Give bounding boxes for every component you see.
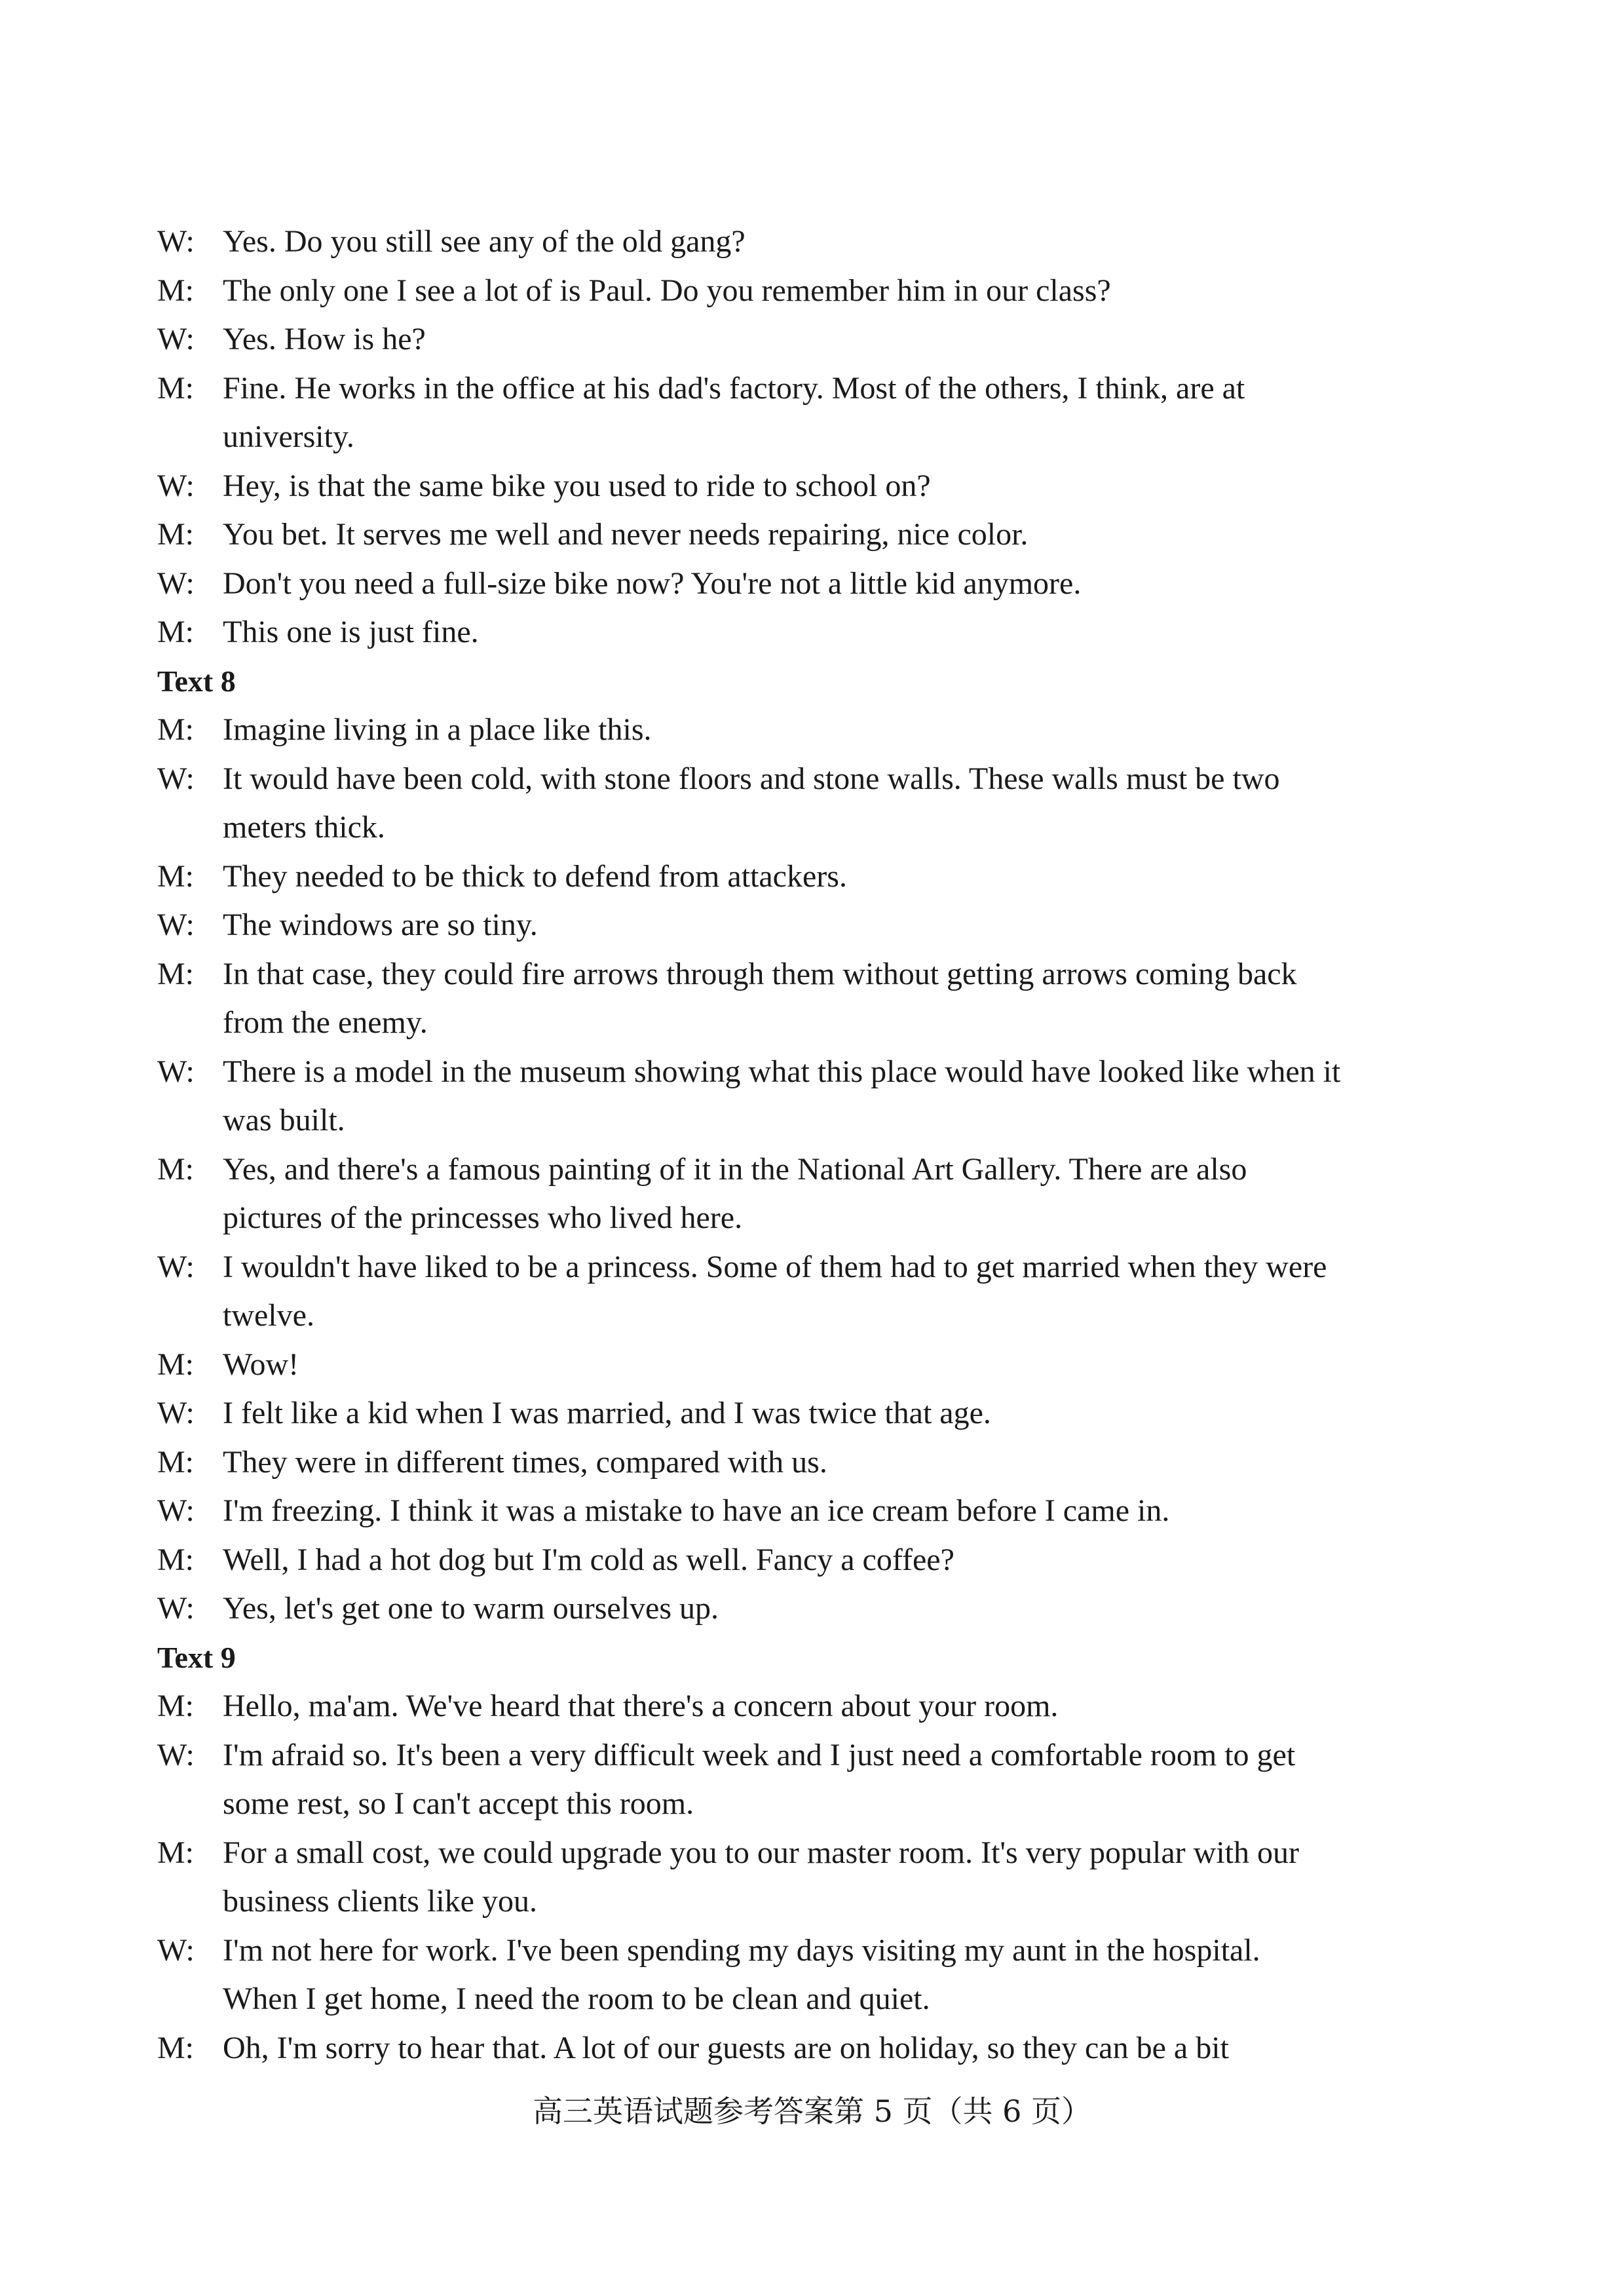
speaker-label: M:	[157, 712, 195, 747]
page-footer: 高三英语试题参考答案第 5 页（共 6 页）	[532, 2094, 1092, 2129]
speaker-label: M:	[157, 1835, 195, 1870]
dialogue-line	[157, 1829, 1466, 1878]
dialogue-line-continuation	[157, 1194, 1466, 1243]
dialogue-text: It would have been cold, with stone floors and stone walls. These walls must be two	[223, 761, 1280, 796]
dialogue-line	[157, 2024, 1466, 2073]
dialogue-line	[157, 1243, 1466, 1292]
dialogue-text: Well, I had a hot dog but I'm cold as well. Fancy a coffee?	[223, 1542, 954, 1577]
dialogue-text: from the enemy.	[223, 1005, 428, 1040]
dialogue-line	[157, 1682, 1466, 1731]
dialogue-text: I'm afraid so. It's been a very difficult week and I just need a comfortable room to get	[223, 1737, 1296, 1772]
dialogue-text: Hey, is that the same bike you used to ride to school on?	[223, 468, 931, 503]
dialogue-line-continuation	[157, 1780, 1466, 1829]
dialogue-line	[157, 1487, 1466, 1536]
dialogue-text: The only one I see a lot of is Paul. Do you remember him in our class?	[223, 273, 1111, 308]
speaker-label: W:	[157, 224, 195, 259]
dialogue-text: business clients like you.	[223, 1884, 537, 1919]
speaker-label: M:	[157, 1689, 195, 1723]
dialogue-text: They needed to be thick to defend from attackers.	[223, 858, 847, 894]
speaker-label: M:	[157, 615, 195, 649]
dialogue-line	[157, 755, 1466, 804]
dialogue-text: Imagine living in a place like this.	[223, 712, 652, 747]
dialogue-text: Fine. He works in the office at his dad's factory. Most of the others, I think, are at	[223, 370, 1245, 406]
dialogue-text: Yes. How is he?	[223, 322, 426, 356]
dialogue-line	[157, 901, 1466, 950]
dialogue-text: Don't you need a full-size bike now? You're not a little kid anymore.	[223, 565, 1082, 601]
dialogue-text: Hello, ma'am. We've heard that there's a concern about your room.	[223, 1689, 1059, 1723]
speaker-label: W:	[157, 322, 195, 356]
speaker-label: W:	[157, 1249, 195, 1284]
speaker-label: W:	[157, 1737, 195, 1772]
speaker-label: M:	[157, 273, 195, 308]
speaker-label: W:	[157, 1493, 195, 1528]
speaker-label: W:	[157, 1591, 195, 1626]
dialogue-line	[157, 1341, 1466, 1390]
dialogue-text: Wow!	[223, 1347, 299, 1382]
dialogue-line	[157, 1389, 1466, 1438]
dialogue-text: meters thick.	[223, 810, 385, 845]
speaker-label: W:	[157, 761, 195, 796]
dialogue-line-continuation	[157, 999, 1466, 1048]
dialogue-text: You bet. It serves me well and never needs repairing, nice color.	[223, 517, 1029, 552]
dialogue-line-continuation	[157, 413, 1466, 462]
dialogue-line-continuation	[157, 803, 1466, 852]
speaker-label: M:	[157, 1444, 195, 1480]
speaker-label: W:	[157, 1932, 195, 1968]
dialogue-text: I'm not here for work. I've been spending my days visiting my aunt in the hospital.	[223, 1932, 1260, 1968]
dialogue-text: The windows are so tiny.	[223, 908, 538, 942]
dialogue-text: I wouldn't have liked to be a princess. Some of them had to get married when they were	[223, 1249, 1327, 1284]
dialogue-text: some rest, so I can't accept this room.	[223, 1786, 694, 1821]
speaker-label: M:	[157, 1542, 195, 1577]
dialogue-line	[157, 510, 1466, 560]
dialogue-line	[157, 1926, 1466, 1976]
dialogue-line	[157, 608, 1466, 657]
dialogue-text: There is a model in the museum showing what this place would have looked like when it	[223, 1054, 1341, 1089]
dialogue-text: In that case, they could fire arrows through them without getting arrows coming back	[223, 956, 1297, 991]
dialogue-line	[157, 560, 1466, 609]
speaker-label: M:	[157, 370, 195, 406]
dialogue-text: Oh, I'm sorry to hear that. A lot of our guests are on holiday, so they can be a bit	[223, 2030, 1229, 2065]
dialogue-text: Yes. Do you still see any of the old gang?	[223, 224, 746, 259]
dialogue-line	[157, 950, 1466, 999]
dialogue-text: I'm freezing. I think it was a mistake to have an ice cream before I came in.	[223, 1493, 1170, 1528]
dialogue-text: They were in different times, compared with us.	[223, 1444, 827, 1480]
section-heading: Text 8	[157, 664, 236, 698]
dialogue-line	[157, 1536, 1466, 1585]
dialogue-line-continuation	[157, 1877, 1466, 1926]
dialogue-text: pictures of the princesses who lived here.	[223, 1200, 743, 1235]
dialogue-text: Yes, let's get one to warm ourselves up.	[223, 1591, 719, 1626]
speaker-label: W:	[157, 565, 195, 601]
speaker-label: W:	[157, 1054, 195, 1089]
speaker-label: W:	[157, 908, 195, 942]
dialogue-text: twelve.	[223, 1298, 314, 1333]
dialogue-line-continuation	[157, 1292, 1466, 1341]
dialogue-line	[157, 462, 1466, 511]
speaker-label: M:	[157, 1151, 195, 1187]
dialogue-line	[157, 364, 1466, 413]
speaker-label: M:	[157, 858, 195, 894]
dialogue-line-continuation	[157, 1096, 1466, 1145]
dialogue-line	[157, 1438, 1466, 1487]
speaker-label: W:	[157, 1396, 195, 1430]
dialogue-line	[157, 1731, 1466, 1780]
speaker-label: M:	[157, 2030, 195, 2065]
dialogue-line	[157, 267, 1466, 316]
dialogue-line	[157, 1048, 1466, 1097]
dialogue-text: This one is just fine.	[223, 615, 479, 649]
dialogue-transcript	[157, 218, 1466, 2073]
dialogue-text: I felt like a kid when I was married, and I was twice that age.	[223, 1396, 991, 1430]
dialogue-line	[157, 1145, 1466, 1195]
dialogue-text: was built.	[223, 1103, 345, 1138]
speaker-label: M:	[157, 517, 195, 552]
dialogue-text: university.	[223, 419, 354, 454]
dialogue-line-continuation	[157, 1975, 1466, 2024]
speaker-label: M:	[157, 956, 195, 991]
section-heading: Text 9	[157, 1640, 236, 1674]
dialogue-line	[157, 315, 1466, 364]
dialogue-text: Yes, and there's a famous painting of it in the National Art Gallery. There are also	[223, 1151, 1247, 1187]
dialogue-text: For a small cost, we could upgrade you to our master room. It's very popular with our	[223, 1835, 1299, 1870]
dialogue-line	[157, 1584, 1466, 1634]
dialogue-text: When I get home, I need the room to be clean and quiet.	[223, 1981, 930, 2016]
dialogue-line	[157, 218, 1466, 267]
dialogue-line	[157, 706, 1466, 755]
dialogue-line	[157, 852, 1466, 902]
speaker-label: W:	[157, 468, 195, 503]
speaker-label: M:	[157, 1347, 195, 1382]
